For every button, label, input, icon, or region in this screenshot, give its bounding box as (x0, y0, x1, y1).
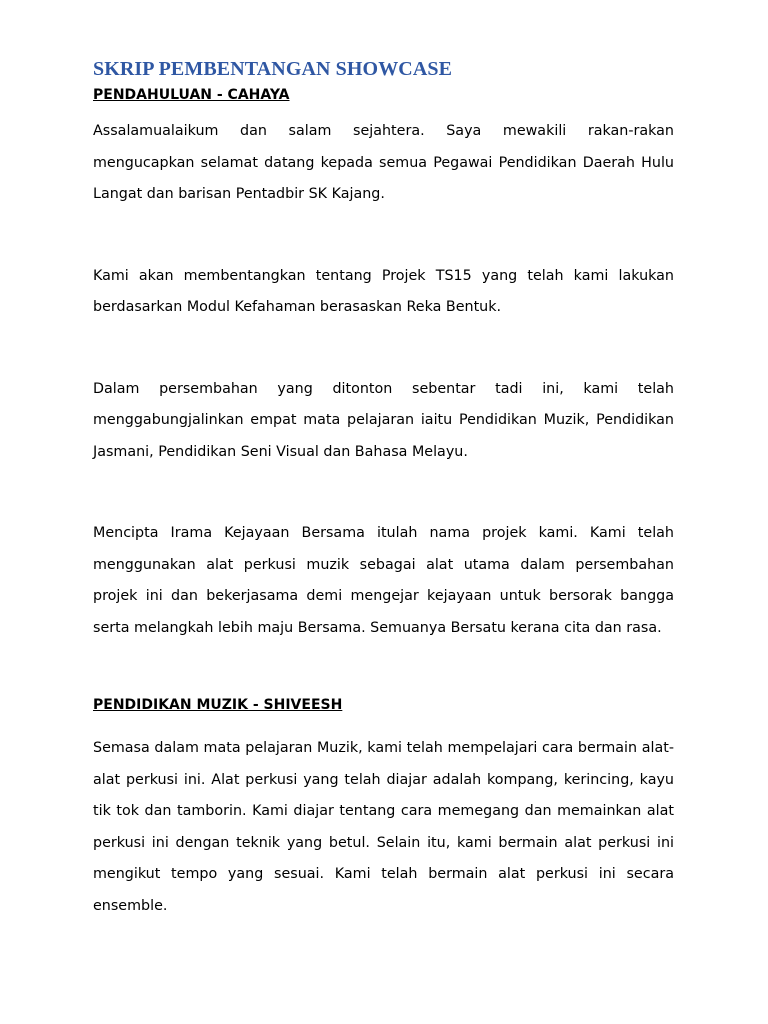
document-body (93, 55, 674, 922)
paragraph: Dalam persembahan yang ditonton sebentar tadi ini, kami telah menggabungjalinkan empat mata pelajaran iaitu Pendidikan Muzik, Pendidikan Jasmani, Pendidikan Seni Visual dan Bahasa Melayu. (93, 380, 674, 460)
section-heading-pendahuluan: PENDAHULUAN - CAHAYA (93, 87, 290, 103)
document-title: SKRIP PEMBENTANGAN SHOWCASE (93, 58, 453, 80)
paragraph: Assalamualaikum dan salam sejahtera. Saya mewakili rakan-rakan mengucapkan selamat datang kepada semua Pegawai Pendidikan Daerah Hulu Langat dan barisan Pentadbir SK Kajang. (93, 123, 674, 202)
paragraph: Kami akan membentangkan tentang Projek TS15 yang telah kami lakukan berdasarkan Modul Kefahaman berasaskan Reka Bentuk. (93, 267, 674, 315)
section-heading-pendidikan-muzik: PENDIDIKAN MUZIK - SHIVEESH (93, 697, 343, 713)
paragraph: Semasa dalam mata pelajaran Muzik, kami telah mempelajari cara bermain alat-alat perkusi ini. Alat perkusi yang telah diajar adalah kompang, kerincing, kayu tik tok dan tamborin. Kami diajar tentang cara memegang dan memainkan alat perkusi ini dengan teknik yang betul. Selain itu, kami bermain alat perkusi ini mengikut tempo yang sesuai. Kami telah bermain alat perkusi ini secara ensemble. (93, 740, 674, 914)
paragraph: Mencipta Irama Kejayaan Bersama itulah nama projek kami. Kami telah menggunakan alat perkusi muzik sebagai alat utama dalam persembahan projek ini dan bekerjasama demi mengejar kejayaan untuk bersorak bangga serta melangkah lebih maju Bersama. Semuanya Bersatu kerana cita dan rasa. (93, 525, 674, 636)
